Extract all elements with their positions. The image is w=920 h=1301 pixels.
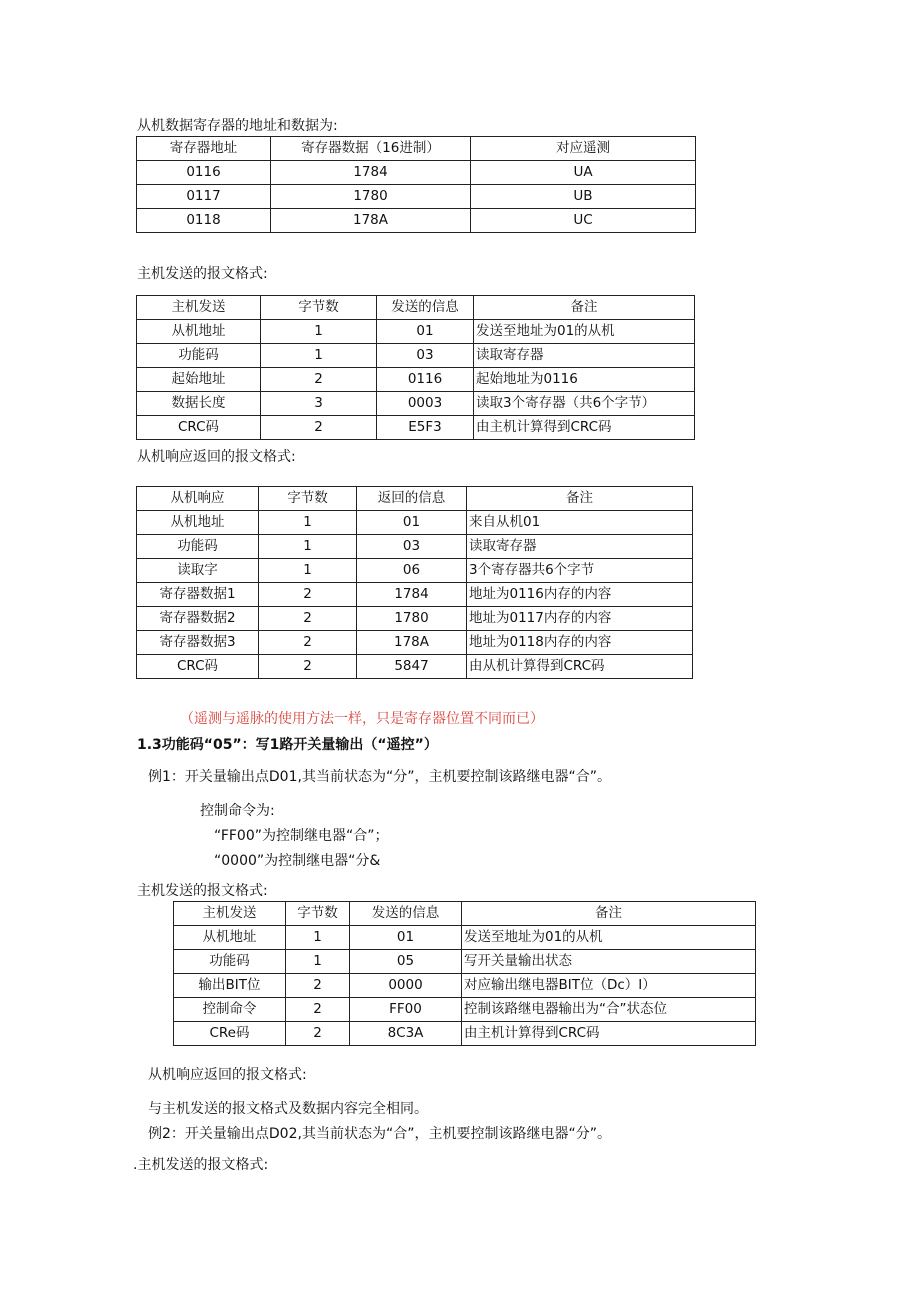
table-cell: 2: [259, 655, 357, 679]
command-ff00-text: “FF00”为控制继电器“合”；: [214, 828, 389, 844]
table-cell: 1: [261, 320, 377, 344]
table-cell: 数据长度: [137, 392, 261, 416]
slave-response-table: [136, 486, 693, 679]
table-header-cell: 备注: [467, 487, 693, 511]
table-row: [174, 926, 756, 950]
table-cell: 控制该路继电器输出为“合”状态位: [462, 998, 756, 1022]
same-format-text: 与主机发送的报文格式及数据内容完全相同。: [148, 1101, 428, 1117]
table-cell: 读取字: [137, 559, 259, 583]
table-cell: 1: [286, 950, 350, 974]
table-cell: 178A: [271, 209, 471, 233]
table-row: [174, 1022, 756, 1046]
table-cell: 1780: [271, 185, 471, 209]
table-cell: E5F3: [377, 416, 474, 440]
table-cell: 读取寄存器: [474, 344, 695, 368]
table-cell: 2: [261, 368, 377, 392]
table-cell: 读取3个寄存器（共6个字节）: [474, 392, 695, 416]
table-row: [137, 320, 695, 344]
table-header-cell: 备注: [462, 902, 756, 926]
table-header-cell: 发送的信息: [350, 902, 462, 926]
table-header-cell: 字节数: [261, 296, 377, 320]
table-header-cell: 主机发送: [137, 296, 261, 320]
table-cell: 起始地址为0116: [474, 368, 695, 392]
table-cell: FF00: [350, 998, 462, 1022]
section-heading: 1.3功能码“05”：写1路开关量输出（“遥控”）: [137, 737, 438, 753]
table-cell: 178A: [357, 631, 467, 655]
table-cell: 2: [286, 974, 350, 998]
table-cell: 对应输出继电器BIT位（Dc）I）: [462, 974, 756, 998]
example-2-text: 例2：开关量输出点D02,其当前状态为“合”，主机要控制该路继电器“分”。: [148, 1126, 611, 1142]
table-row: [137, 559, 693, 583]
table-cell: 2: [259, 583, 357, 607]
table-cell: 功能码: [137, 344, 261, 368]
control-command-table: [173, 901, 756, 1046]
table-cell: 01: [350, 926, 462, 950]
table-cell: CRe码: [174, 1022, 286, 1046]
table-cell: 控制命令: [174, 998, 286, 1022]
intro-text: 从机数据寄存器的地址和数据为:: [137, 118, 338, 134]
table-header-row: [137, 487, 693, 511]
table-cell: UA: [471, 161, 696, 185]
table-cell: 5847: [357, 655, 467, 679]
table-cell: CRC码: [137, 655, 259, 679]
master-send-label: 主机发送的报文格式:: [137, 883, 268, 899]
table-cell: 寄存器数据2: [137, 607, 259, 631]
table-cell: 从机地址: [137, 320, 261, 344]
table-row: [137, 511, 693, 535]
table-cell: 0116: [137, 161, 271, 185]
table-cell: 0003: [377, 392, 474, 416]
table-header-cell: 备注: [474, 296, 695, 320]
table-row: [137, 209, 696, 233]
table-header-cell: 字节数: [286, 902, 350, 926]
table-cell: 1784: [357, 583, 467, 607]
table-row: [137, 185, 696, 209]
table-cell: 来自从机01: [467, 511, 693, 535]
table-row: [137, 344, 695, 368]
red-note: （遥测与遥脉的使用方法一样，只是寄存器位置不同而已）: [180, 711, 544, 727]
table-cell: 功能码: [174, 950, 286, 974]
table-header-cell: 从机响应: [137, 487, 259, 511]
table-cell: 起始地址: [137, 368, 261, 392]
table-row: [137, 161, 696, 185]
table-cell: 1: [259, 559, 357, 583]
table-cell: 8C3A: [350, 1022, 462, 1046]
table-cell: 3: [261, 392, 377, 416]
table-row: [174, 950, 756, 974]
table-header-cell: 主机发送: [174, 902, 286, 926]
table-cell: 01: [357, 511, 467, 535]
table-cell: 0117: [137, 185, 271, 209]
table-cell: 从机地址: [137, 511, 259, 535]
table-row: [137, 631, 693, 655]
table-header-cell: 发送的信息: [377, 296, 474, 320]
table-cell: 0000: [350, 974, 462, 998]
table-cell: 地址为0116内存的内容: [467, 583, 693, 607]
table-cell: 06: [357, 559, 467, 583]
table-cell: 0118: [137, 209, 271, 233]
master-send-table: [136, 295, 695, 440]
table-cell: 由从机计算得到CRC码: [467, 655, 693, 679]
table-cell: CRC码: [137, 416, 261, 440]
table-cell: 输出BIT位: [174, 974, 286, 998]
table-cell: 发送至地址为01的从机: [462, 926, 756, 950]
table-cell: 读取寄存器: [467, 535, 693, 559]
table-cell: 由主机计算得到CRC码: [462, 1022, 756, 1046]
table-row: [137, 607, 693, 631]
table-row: [137, 535, 693, 559]
table-row: [137, 655, 693, 679]
table-header-cell: 寄存器地址: [137, 137, 271, 161]
table-header-row: [137, 137, 696, 161]
example-1-text: 例1：开关量输出点D01,其当前状态为“分”，主机要控制该路继电器“合”。: [148, 769, 611, 785]
table-header-cell: 字节数: [259, 487, 357, 511]
table-header-row: [174, 902, 756, 926]
table-cell: 2: [259, 631, 357, 655]
table-cell: 1: [261, 344, 377, 368]
table-cell: 03: [377, 344, 474, 368]
table-cell: 2: [286, 1022, 350, 1046]
table-header-cell: 返回的信息: [357, 487, 467, 511]
table-cell: 发送至地址为01的从机: [474, 320, 695, 344]
table-cell: 0116: [377, 368, 474, 392]
table-cell: 1780: [357, 607, 467, 631]
table-cell: 寄存器数据1: [137, 583, 259, 607]
table-cell: 2: [286, 998, 350, 1022]
master-send-label: .主机发送的报文格式:: [133, 1157, 269, 1173]
table-cell: 2: [259, 607, 357, 631]
table-cell: UC: [471, 209, 696, 233]
table-row: [174, 974, 756, 998]
table-cell: 从机地址: [174, 926, 286, 950]
table-cell: 地址为0117内存的内容: [467, 607, 693, 631]
table-cell: 1: [286, 926, 350, 950]
control-command-label: 控制命令为:: [200, 803, 275, 819]
table-cell: 地址为0118内存的内容: [467, 631, 693, 655]
table-cell: 由主机计算得到CRC码: [474, 416, 695, 440]
slave-response-label: 从机响应返回的报文格式:: [148, 1067, 307, 1083]
table-cell: 1784: [271, 161, 471, 185]
master-send-label: 主机发送的报文格式:: [137, 266, 268, 282]
register-table: [136, 136, 696, 233]
table-cell: 1: [259, 511, 357, 535]
table-cell: 05: [350, 950, 462, 974]
table-header-cell: 寄存器数据（16进制）: [271, 137, 471, 161]
table-cell: 写开关量输出状态: [462, 950, 756, 974]
command-0000-text: “0000”为控制继电器“分&: [214, 853, 381, 869]
table-cell: 3个寄存器共6个字节: [467, 559, 693, 583]
table-cell: 功能码: [137, 535, 259, 559]
table-header-row: [137, 296, 695, 320]
table-row: [137, 416, 695, 440]
table-row: [137, 368, 695, 392]
table-cell: 1: [259, 535, 357, 559]
table-row: [137, 583, 693, 607]
table-cell: UB: [471, 185, 696, 209]
table-row: [137, 392, 695, 416]
table-cell: 寄存器数据3: [137, 631, 259, 655]
slave-response-label: 从机响应返回的报文格式:: [137, 449, 296, 465]
table-row: [174, 998, 756, 1022]
table-cell: 2: [261, 416, 377, 440]
table-cell: 03: [357, 535, 467, 559]
table-cell: 01: [377, 320, 474, 344]
table-header-cell: 对应遥测: [471, 137, 696, 161]
